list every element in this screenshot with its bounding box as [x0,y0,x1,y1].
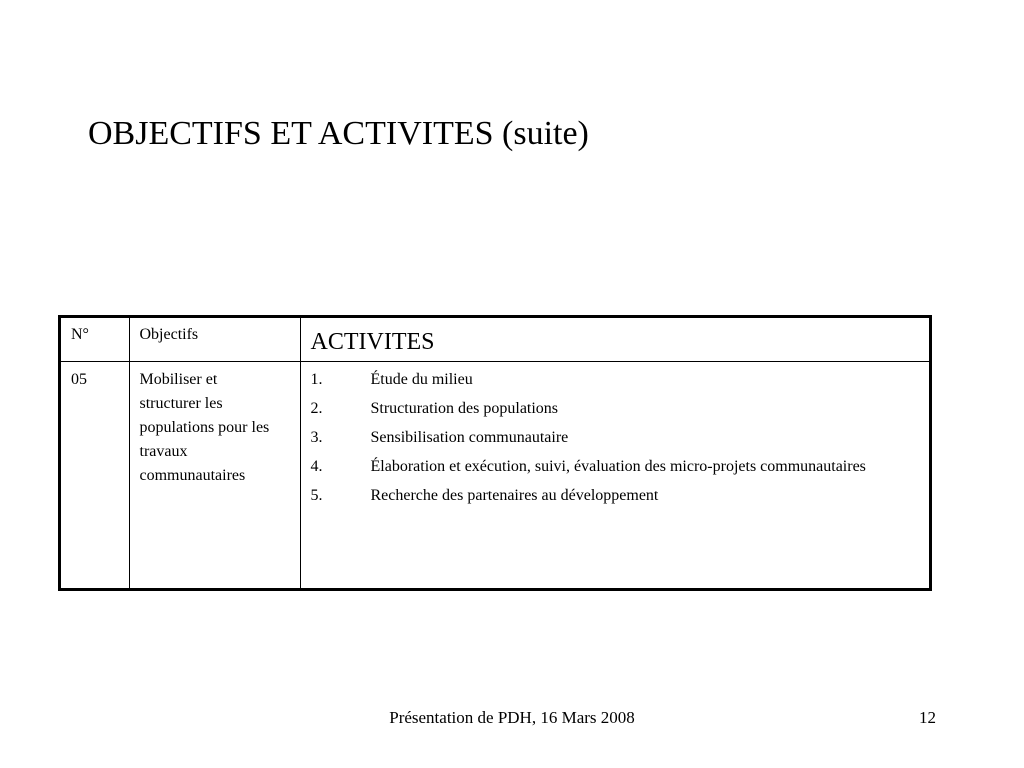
slide-title: OBJECTIFS ET ACTIVITES (suite) [88,115,589,152]
list-item-number: 1. [310,370,323,388]
list-item-number: 3. [310,428,323,446]
list-item [311,426,920,450]
list-item-text: Sensibilisation communautaire [370,428,569,446]
list-item-number: 5. [310,486,323,504]
list-item [311,484,920,508]
list-item-text: Recherche des partenaires au développement [370,486,659,504]
footer-text: Présentation de PDH, 16 Mars 2008 [389,708,635,727]
list-item-number: 4. [310,457,323,475]
list-item [311,368,920,392]
table-header-row [61,318,929,361]
row-objective [129,361,300,588]
list-item-text: Étude du milieu [370,370,473,388]
list-item-text: Élaboration et exécution, suivi, évaluation des micro-projets communautaires [370,457,866,475]
header-objectives: Objectifs [129,318,300,361]
list-item-number: 2. [310,399,323,417]
row-number: 05 [61,361,129,588]
header-activities: ACTIVITES [300,318,929,361]
objective-text: Mobiliser et structurer les populations pour les travaux communautaires [139,370,270,484]
list-item [311,455,920,479]
row-activities [300,361,929,588]
objectives-table [58,315,932,591]
list-item [311,397,920,421]
table-row [61,361,929,588]
activities-list [311,368,920,508]
list-item-text: Structuration des populations [370,399,559,417]
header-number: N° [61,318,129,361]
page-number: 12 [919,708,936,727]
